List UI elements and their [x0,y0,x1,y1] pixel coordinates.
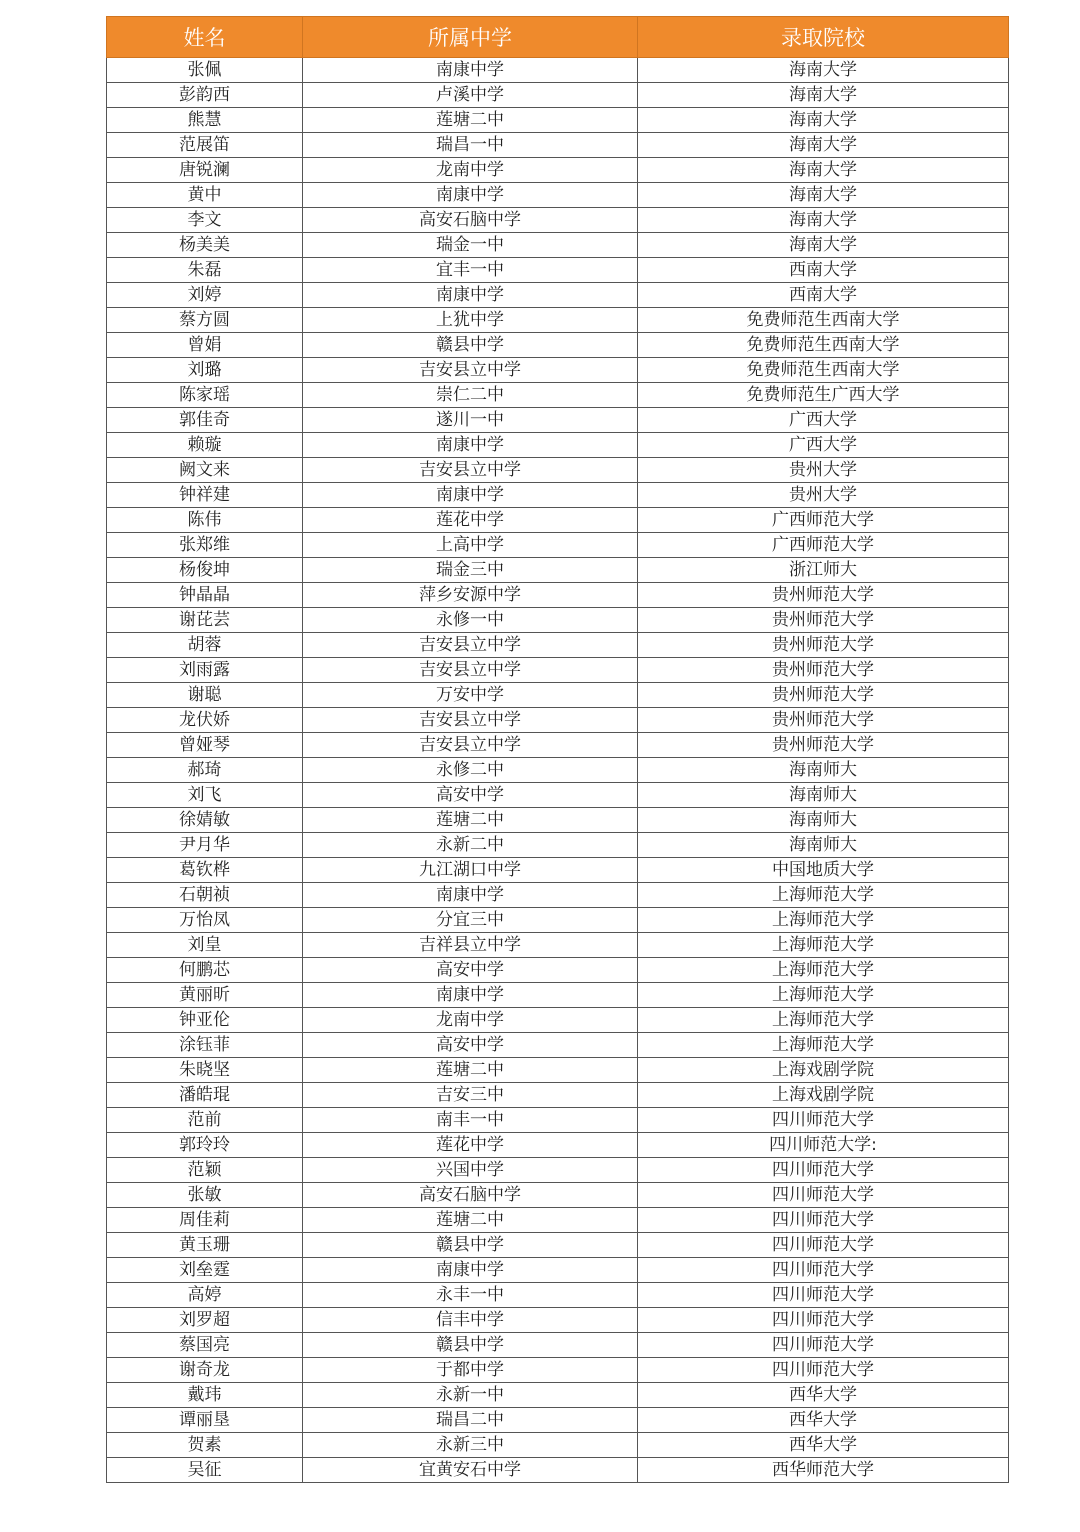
table-row [107,983,1009,1008]
high-school-cell: 吉安县立中学 [303,658,638,683]
student-name-cell: 钟晶晶 [107,583,303,608]
high-school-cell: 莲塘二中 [303,808,638,833]
table-row [107,383,1009,408]
admitted-university-cell: 贵州师范大学 [638,633,1009,658]
student-name-cell: 朱晓坚 [107,1058,303,1083]
high-school-cell: 高安石脑中学 [303,208,638,233]
high-school-cell: 瑞昌二中 [303,1408,638,1433]
table-row [107,1158,1009,1183]
high-school-cell: 萍乡安源中学 [303,583,638,608]
table-row [107,358,1009,383]
high-school-cell: 信丰中学 [303,1308,638,1333]
table-row [107,833,1009,858]
high-school-cell: 莲塘二中 [303,1058,638,1083]
table-row [107,308,1009,333]
table-row [107,408,1009,433]
high-school-cell: 永新一中 [303,1383,638,1408]
high-school-cell: 宜黄安石中学 [303,1458,638,1483]
admitted-university-cell: 西华大学 [638,1408,1009,1433]
table-row [107,183,1009,208]
high-school-cell: 赣县中学 [303,1333,638,1358]
student-name-cell: 陈伟 [107,508,303,533]
admitted-university-cell: 上海师范大学 [638,1033,1009,1058]
high-school-cell: 高安中学 [303,783,638,808]
high-school-cell: 南康中学 [303,433,638,458]
high-school-cell: 高安中学 [303,1033,638,1058]
student-name-cell: 吴征 [107,1458,303,1483]
table-row [107,233,1009,258]
student-name-cell: 徐婧敏 [107,808,303,833]
admitted-university-cell: 四川师范大学 [638,1108,1009,1133]
admitted-university-cell: 广西大学 [638,408,1009,433]
table-row [107,1233,1009,1258]
student-name-cell: 葛钦桦 [107,858,303,883]
student-name-cell: 杨美美 [107,233,303,258]
table-row [107,1058,1009,1083]
student-name-cell: 周佳莉 [107,1208,303,1233]
high-school-cell: 莲塘二中 [303,108,638,133]
high-school-cell: 吉安县立中学 [303,458,638,483]
admitted-university-cell: 上海师范大学 [638,1008,1009,1033]
student-name-cell: 刘垒霆 [107,1258,303,1283]
high-school-cell: 龙南中学 [303,158,638,183]
admitted-university-cell: 上海师范大学 [638,908,1009,933]
admitted-university-cell: 上海师范大学 [638,983,1009,1008]
student-name-cell: 胡蓉 [107,633,303,658]
admitted-university-cell: 贵州师范大学 [638,658,1009,683]
admitted-university-cell: 免费师范生广西大学 [638,383,1009,408]
admitted-university-cell: 海南大学 [638,158,1009,183]
table-row [107,1283,1009,1308]
admitted-university-cell: 四川师范大学 [638,1308,1009,1333]
student-name-cell: 潘皓琨 [107,1083,303,1108]
high-school-cell: 瑞金三中 [303,558,638,583]
high-school-cell: 南康中学 [303,183,638,208]
table-row [107,858,1009,883]
high-school-cell: 上高中学 [303,533,638,558]
student-name-cell: 陈家瑶 [107,383,303,408]
table-row [107,533,1009,558]
admitted-university-cell: 上海戏剧学院 [638,1058,1009,1083]
high-school-cell: 永丰一中 [303,1283,638,1308]
high-school-cell: 上犹中学 [303,308,638,333]
admitted-university-cell: 海南大学 [638,208,1009,233]
admitted-university-cell: 上海师范大学 [638,958,1009,983]
high-school-cell: 吉安县立中学 [303,708,638,733]
admitted-university-cell: 上海师范大学 [638,883,1009,908]
high-school-cell: 南康中学 [303,58,638,83]
table-row [107,1358,1009,1383]
high-school-cell: 吉安县立中学 [303,358,638,383]
table-row [107,1333,1009,1358]
admitted-university-cell: 四川师范大学 [638,1158,1009,1183]
table-row [107,458,1009,483]
high-school-cell: 崇仁二中 [303,383,638,408]
admitted-university-cell: 广西师范大学 [638,508,1009,533]
admitted-university-cell: 上海师范大学 [638,933,1009,958]
table-row [107,1108,1009,1133]
high-school-cell: 永新三中 [303,1433,638,1458]
student-name-cell: 万怡凤 [107,908,303,933]
table-row [107,433,1009,458]
admitted-university-cell: 四川师范大学 [638,1258,1009,1283]
table-row [107,1458,1009,1483]
table-row [107,708,1009,733]
student-name-cell: 赖璇 [107,433,303,458]
admitted-university-cell: 西南大学 [638,283,1009,308]
high-school-cell: 高安石脑中学 [303,1183,638,1208]
high-school-cell: 九江湖口中学 [303,858,638,883]
table-row [107,908,1009,933]
student-name-cell: 谭丽垦 [107,1408,303,1433]
admitted-university-cell: 中国地质大学 [638,858,1009,883]
table-row [107,1433,1009,1458]
admitted-university-cell: 西南大学 [638,258,1009,283]
student-name-cell: 阙文来 [107,458,303,483]
student-name-cell: 刘雨露 [107,658,303,683]
table-row [107,1258,1009,1283]
admitted-university-cell: 海南大学 [638,58,1009,83]
high-school-cell: 遂川一中 [303,408,638,433]
high-school-cell: 南康中学 [303,483,638,508]
table-row [107,758,1009,783]
table-row [107,933,1009,958]
admitted-university-cell: 海南大学 [638,133,1009,158]
admitted-university-cell: 四川师范大学: [638,1133,1009,1158]
student-name-cell: 郭玲玲 [107,1133,303,1158]
table-row [107,583,1009,608]
high-school-cell: 瑞昌一中 [303,133,638,158]
student-name-cell: 贺素 [107,1433,303,1458]
admitted-university-cell: 免费师范生西南大学 [638,308,1009,333]
student-name-cell: 熊慧 [107,108,303,133]
student-name-cell: 黄中 [107,183,303,208]
student-name-cell: 戴玮 [107,1383,303,1408]
column-header-name: 姓名 [107,17,303,58]
table-row [107,1083,1009,1108]
student-name-cell: 刘璐 [107,358,303,383]
table-body [107,58,1009,1483]
student-name-cell: 谢芘芸 [107,608,303,633]
student-name-cell: 李文 [107,208,303,233]
admitted-university-cell: 海南师大 [638,783,1009,808]
table-row [107,1008,1009,1033]
table-row [107,83,1009,108]
admitted-university-cell: 贵州师范大学 [638,708,1009,733]
admitted-university-cell: 免费师范生西南大学 [638,333,1009,358]
high-school-cell: 赣县中学 [303,1233,638,1258]
table-row [107,1133,1009,1158]
table-row [107,108,1009,133]
table-row [107,558,1009,583]
table-row [107,633,1009,658]
table-row [107,808,1009,833]
admitted-university-cell: 四川师范大学 [638,1333,1009,1358]
student-name-cell: 尹月华 [107,833,303,858]
high-school-cell: 莲塘二中 [303,1208,638,1233]
admitted-university-cell: 贵州师范大学 [638,733,1009,758]
high-school-cell: 龙南中学 [303,1008,638,1033]
high-school-cell: 永新二中 [303,833,638,858]
student-name-cell: 黄玉珊 [107,1233,303,1258]
admitted-university-cell: 贵州师范大学 [638,683,1009,708]
table-row [107,333,1009,358]
admitted-university-cell: 四川师范大学 [638,1183,1009,1208]
admitted-university-cell: 海南师大 [638,833,1009,858]
table-row [107,133,1009,158]
admitted-university-cell: 四川师范大学 [638,1283,1009,1308]
admitted-university-cell: 西华大学 [638,1433,1009,1458]
student-name-cell: 曾娟 [107,333,303,358]
admitted-university-cell: 海南师大 [638,758,1009,783]
column-header-university: 录取院校 [638,17,1009,58]
high-school-cell: 莲花中学 [303,1133,638,1158]
student-name-cell: 张郑维 [107,533,303,558]
admitted-university-cell: 浙江师大 [638,558,1009,583]
admitted-university-cell: 四川师范大学 [638,1358,1009,1383]
high-school-cell: 南康中学 [303,983,638,1008]
table-row [107,1208,1009,1233]
student-name-cell: 刘皇 [107,933,303,958]
high-school-cell: 宜丰一中 [303,258,638,283]
high-school-cell: 南丰一中 [303,1108,638,1133]
admitted-university-cell: 海南师大 [638,808,1009,833]
admitted-university-cell: 广西师范大学 [638,533,1009,558]
high-school-cell: 南康中学 [303,1258,638,1283]
student-name-cell: 郝琦 [107,758,303,783]
student-name-cell: 钟亚伦 [107,1008,303,1033]
high-school-cell: 永修一中 [303,608,638,633]
table-row [107,483,1009,508]
student-name-cell: 钟祥建 [107,483,303,508]
table-row [107,1308,1009,1333]
table-row [107,283,1009,308]
high-school-cell: 吉祥县立中学 [303,933,638,958]
high-school-cell: 于都中学 [303,1358,638,1383]
high-school-cell: 瑞金一中 [303,233,638,258]
admitted-university-cell: 海南大学 [638,233,1009,258]
student-name-cell: 何鹏芯 [107,958,303,983]
table-row [107,658,1009,683]
high-school-cell: 分宜三中 [303,908,638,933]
table-row [107,258,1009,283]
student-name-cell: 刘飞 [107,783,303,808]
student-name-cell: 高婷 [107,1283,303,1308]
student-name-cell: 朱磊 [107,258,303,283]
student-name-cell: 黄丽昕 [107,983,303,1008]
table-header-row [107,17,1009,58]
table-row [107,158,1009,183]
high-school-cell: 吉安县立中学 [303,633,638,658]
admitted-university-cell: 海南大学 [638,83,1009,108]
table-row [107,783,1009,808]
table-row [107,1383,1009,1408]
table-row [107,958,1009,983]
student-name-cell: 彭韵西 [107,83,303,108]
admitted-university-cell: 广西大学 [638,433,1009,458]
high-school-cell: 莲花中学 [303,508,638,533]
high-school-cell: 万安中学 [303,683,638,708]
admitted-university-cell: 西华师范大学 [638,1458,1009,1483]
table-row [107,883,1009,908]
student-name-cell: 刘婷 [107,283,303,308]
high-school-cell: 高安中学 [303,958,638,983]
table-row [107,683,1009,708]
student-name-cell: 杨俊坤 [107,558,303,583]
admissions-table [106,16,1009,1483]
high-school-cell: 吉安县立中学 [303,733,638,758]
student-name-cell: 张敏 [107,1183,303,1208]
high-school-cell: 南康中学 [303,283,638,308]
admitted-university-cell: 贵州师范大学 [638,583,1009,608]
table-row [107,1183,1009,1208]
student-name-cell: 郭佳奇 [107,408,303,433]
admitted-university-cell: 贵州师范大学 [638,608,1009,633]
high-school-cell: 赣县中学 [303,333,638,358]
admitted-university-cell: 上海戏剧学院 [638,1083,1009,1108]
student-name-cell: 蔡方圆 [107,308,303,333]
high-school-cell: 永修二中 [303,758,638,783]
student-name-cell: 张佩 [107,58,303,83]
admitted-university-cell: 海南大学 [638,108,1009,133]
high-school-cell: 兴国中学 [303,1158,638,1183]
admitted-university-cell: 西华大学 [638,1383,1009,1408]
student-name-cell: 刘罗超 [107,1308,303,1333]
student-name-cell: 唐锐澜 [107,158,303,183]
admitted-university-cell: 四川师范大学 [638,1208,1009,1233]
admitted-university-cell: 贵州大学 [638,458,1009,483]
high-school-cell: 吉安三中 [303,1083,638,1108]
student-name-cell: 石朝祯 [107,883,303,908]
student-name-cell: 龙伏娇 [107,708,303,733]
student-name-cell: 曾娅琴 [107,733,303,758]
table-row [107,1033,1009,1058]
student-name-cell: 涂钰菲 [107,1033,303,1058]
table-row [107,508,1009,533]
admitted-university-cell: 四川师范大学 [638,1233,1009,1258]
table-row [107,608,1009,633]
student-name-cell: 范展笛 [107,133,303,158]
table-row [107,733,1009,758]
admitted-university-cell: 贵州大学 [638,483,1009,508]
student-name-cell: 谢聪 [107,683,303,708]
student-name-cell: 谢奇龙 [107,1358,303,1383]
high-school-cell: 卢溪中学 [303,83,638,108]
table-row [107,58,1009,83]
table-row [107,1408,1009,1433]
table-row [107,208,1009,233]
high-school-cell: 南康中学 [303,883,638,908]
column-header-school: 所属中学 [303,17,638,58]
admitted-university-cell: 免费师范生西南大学 [638,358,1009,383]
student-name-cell: 范颖 [107,1158,303,1183]
student-name-cell: 范前 [107,1108,303,1133]
student-name-cell: 蔡国亮 [107,1333,303,1358]
admitted-university-cell: 海南大学 [638,183,1009,208]
